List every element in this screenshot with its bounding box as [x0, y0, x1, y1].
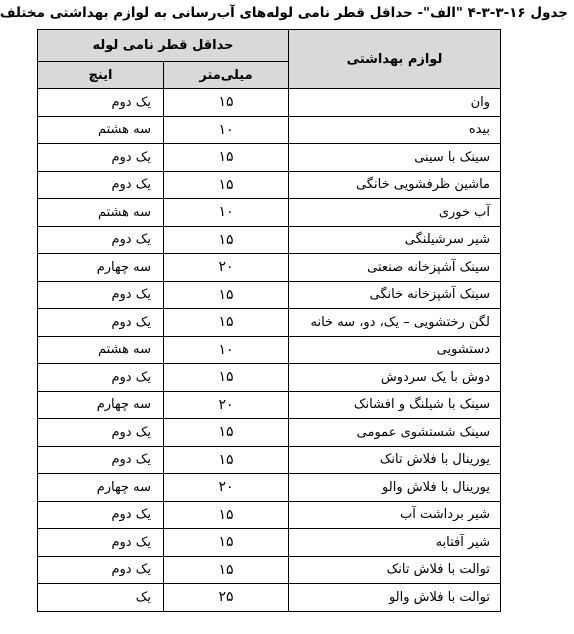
table-caption: جدول ۱۶-۳-۳-۴ "الف"- حداقل قطر نامی لوله‌های آب‌رسانی به لوازم بهداشتی مختلف	[0, 5, 568, 21]
inch-cell: یک دوم	[38, 501, 164, 529]
inch-cell: سه چهارم	[38, 391, 164, 419]
mm-cell: ۱۵	[164, 501, 289, 529]
fixture-pipe-diameter-table	[37, 29, 501, 612]
fixture-cell: سینک با سینی	[289, 144, 501, 172]
inch-cell: یک دوم	[38, 364, 164, 392]
inch-cell: سه هشتم	[38, 116, 164, 144]
inch-cell: سه چهارم	[38, 474, 164, 502]
fixture-cell: سینک با شیلنگ و افشانک	[289, 391, 501, 419]
fixture-cell: وان	[289, 89, 501, 117]
table-row	[38, 226, 501, 254]
inch-cell: یک دوم	[38, 144, 164, 172]
inch-cell: یک دوم	[38, 89, 164, 117]
mm-cell: ۱۵	[164, 419, 289, 447]
table-row	[38, 309, 501, 337]
fixture-cell: یورینال با فلاش تانک	[289, 446, 501, 474]
table-row	[38, 584, 501, 612]
header-row	[38, 30, 501, 62]
inch-cell: یک	[38, 584, 164, 612]
mm-cell: ۱۰	[164, 336, 289, 364]
table-row	[38, 446, 501, 474]
column-header-min-diameter: حداقل قطر نامی لوله	[38, 30, 289, 62]
mm-cell: ۱۵	[164, 556, 289, 584]
table-row	[38, 556, 501, 584]
table-row	[38, 116, 501, 144]
inch-cell: یک دوم	[38, 309, 164, 337]
mm-cell: ۱۵	[164, 309, 289, 337]
table-row	[38, 474, 501, 502]
mm-cell: ۱۰	[164, 116, 289, 144]
mm-cell: ۱۰	[164, 199, 289, 227]
table-row	[38, 529, 501, 557]
fixture-cell: لگن رختشویی – یک، دو، سه خانه	[289, 309, 501, 337]
fixture-cell: ماشین ظرفشویی خانگی	[289, 171, 501, 199]
mm-cell: ۱۵	[164, 144, 289, 172]
table-row	[38, 144, 501, 172]
column-header-inch: اینچ	[38, 62, 164, 89]
column-header-fixture: لوازم بهداشتی	[289, 30, 501, 89]
inch-cell: سه هشتم	[38, 336, 164, 364]
table-row	[38, 391, 501, 419]
fixture-cell: سینک آشپزخانه خانگی	[289, 281, 501, 309]
fixture-cell: دستشویی	[289, 336, 501, 364]
mm-cell: ۲۰	[164, 391, 289, 419]
table-row	[38, 364, 501, 392]
fixture-cell: توالت با فلاش والو	[289, 584, 501, 612]
mm-cell: ۱۵	[164, 171, 289, 199]
fixture-cell: یورینال با فلاش والو	[289, 474, 501, 502]
mm-cell: ۱۵	[164, 364, 289, 392]
inch-cell: یک دوم	[38, 446, 164, 474]
inch-cell: یک دوم	[38, 281, 164, 309]
mm-cell: ۱۵	[164, 281, 289, 309]
fixture-cell: توالت با فلاش تانک	[289, 556, 501, 584]
mm-cell: ۱۵	[164, 529, 289, 557]
table-body	[38, 89, 501, 612]
mm-cell: ۲۰	[164, 254, 289, 282]
inch-cell: یک دوم	[38, 556, 164, 584]
mm-cell: ۲۰	[164, 474, 289, 502]
table-row	[38, 281, 501, 309]
mm-cell: ۱۵	[164, 226, 289, 254]
table-row	[38, 254, 501, 282]
fixture-cell: شیر آفتابه	[289, 529, 501, 557]
fixture-cell: سینک آشپزخانه صنعتی	[289, 254, 501, 282]
fixture-cell: شیر برداشت آب	[289, 501, 501, 529]
table-row	[38, 419, 501, 447]
inch-cell: سه چهارم	[38, 254, 164, 282]
table-row	[38, 336, 501, 364]
fixture-cell: سینک شستشوی عمومی	[289, 419, 501, 447]
inch-cell: یک دوم	[38, 171, 164, 199]
fixture-cell: شیر سرشیلنگی	[289, 226, 501, 254]
fixture-cell: آب خوری	[289, 199, 501, 227]
table-row	[38, 89, 501, 117]
inch-cell: یک دوم	[38, 419, 164, 447]
mm-cell: ۱۵	[164, 446, 289, 474]
mm-cell: ۱۵	[164, 89, 289, 117]
inch-cell: سه هشتم	[38, 199, 164, 227]
fixture-cell: بیده	[289, 116, 501, 144]
inch-cell: یک دوم	[38, 529, 164, 557]
inch-cell: یک دوم	[38, 226, 164, 254]
mm-cell: ۲۵	[164, 584, 289, 612]
table-row	[38, 171, 501, 199]
column-header-mm: میلی‌متر	[164, 62, 289, 89]
fixture-cell: دوش با یک سردوش	[289, 364, 501, 392]
table-row	[38, 501, 501, 529]
table-row	[38, 199, 501, 227]
